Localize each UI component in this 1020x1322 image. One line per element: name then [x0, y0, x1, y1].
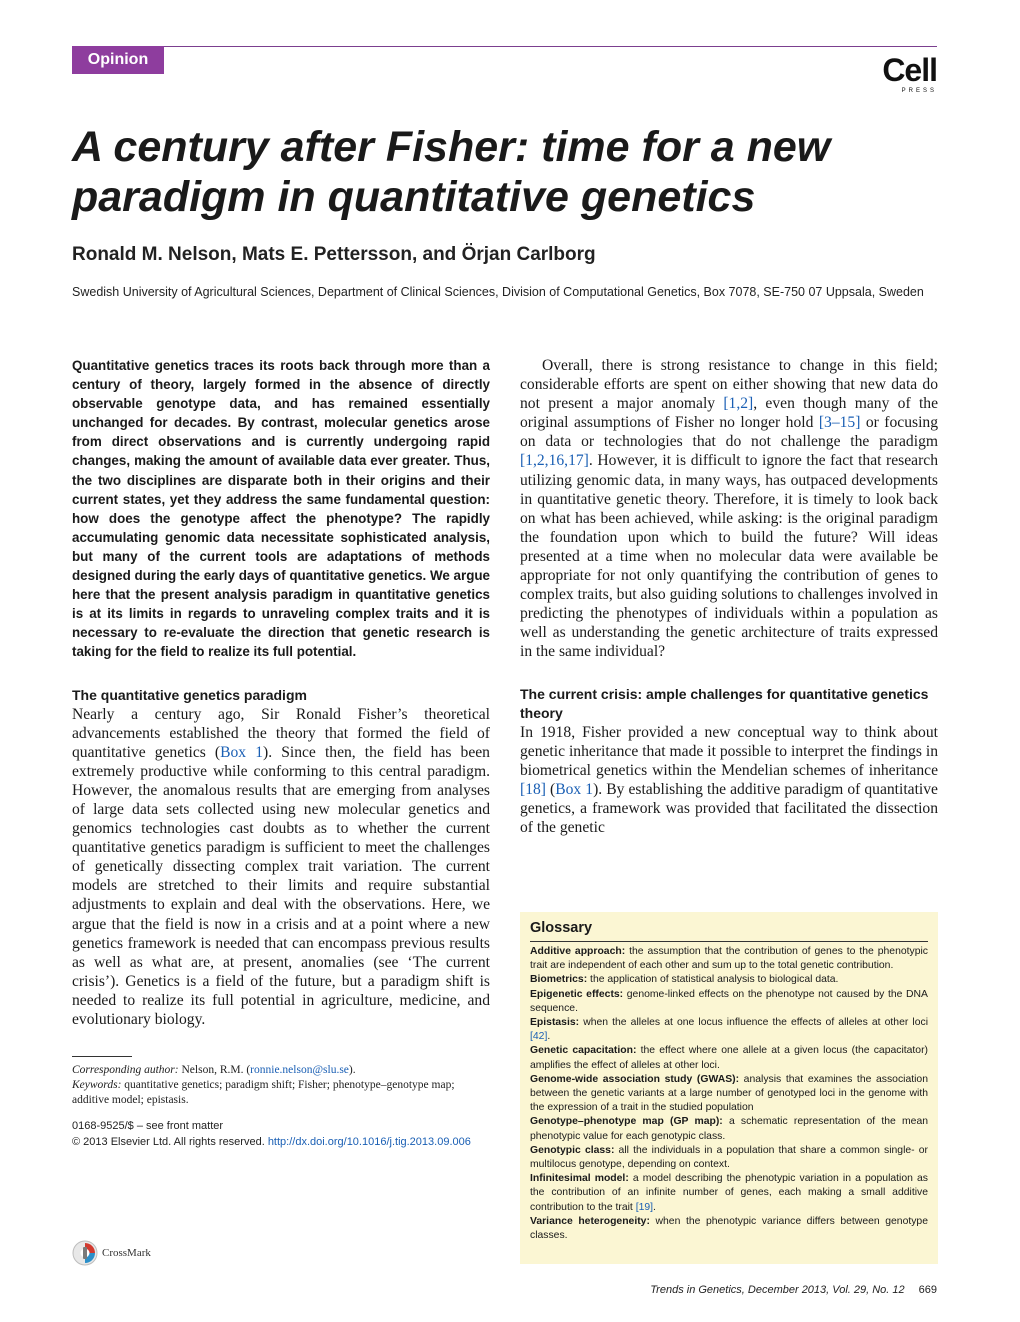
abstract: Quantitative genetics traces its roots back through more than a century of theory, largely formed in the absence of directly observable genotype data, and has remained essentially unchanged for decades. By contrast, molecular genetics arose from direct observations and is currently undergoing rapid changes, making the amount of available data ever greater. Thus, the two disciplines are disparate both in their origins and their current states, yet they address the same fundamental question: how does the genotype affect the phenotype? The rapidly accumulating genomic data necessitate sophisticated analysis, but many of the current tools are adaptations of methods designed during the early days of quantitative genetics. We argue here that the present analysis paradigm in quantitative genetics is at its limits in regards to unraveling complex traits and it is necessary to re-evaluate the direction that genetic research is taking for the field to realize its full potential.: [72, 358, 490, 660]
section-paragraph: [520, 723, 938, 838]
page-number: 669: [918, 1284, 937, 1296]
publisher-logo-sub: PRESS: [901, 88, 937, 94]
box1-link[interactable]: Box 1: [555, 780, 594, 798]
article-title: A century after Fisher: time for a new paradigm in quantitative genetics: [72, 123, 831, 221]
page-footer: [650, 1284, 937, 1296]
glossary-entry: [530, 1144, 928, 1172]
paragraph-text: . However, it is difficult to ignore the fact that research utilizing genomic data, in many ways, has outpaced developments in quantitative genetic theory. Therefore, it is timely to look back on what has been achieved, while asking: is the original paradigm the foundation upon which to build the future? Will ideas presented at a time when no molecular data were available be appropriate for not only quantifying the contribution of genes to complex traits, but also guiding solutions to challenges involved in predicting the phenotypes of individuals within a population as well as understanding the genetic architecture of traits expressed in the same individual?: [520, 452, 938, 661]
glossary-definition: the effect where one allele at a given locus (the capacitator) amplifies the effect of alleles at other loci.: [530, 1045, 929, 1071]
crossmark-label: CrossMark: [102, 1247, 151, 1259]
glossary-term: Epigenetic effects:: [530, 988, 624, 1000]
footnote-rule: [72, 1056, 132, 1057]
ref-link[interactable]: [1,2]: [723, 395, 754, 413]
glossary-entry: [530, 1073, 928, 1116]
glossary-definition: .: [653, 1201, 656, 1213]
intro-paragraph: [520, 356, 938, 662]
footnote-label: Keywords:: [72, 1079, 122, 1092]
paragraph-text: , even though many of the original assumptions of Fisher no longer hold: [520, 395, 938, 432]
crossmark-badge[interactable]: [72, 1240, 151, 1266]
ref-link[interactable]: [19]: [635, 1201, 654, 1213]
glossary-definition: genome-linked effects on the phenotype not caused by the DNA sequence.: [530, 988, 928, 1014]
publisher-logo: [879, 53, 937, 95]
box1-link[interactable]: Box 1: [220, 743, 264, 761]
paragraph-text: In 1918, Fisher provided a new conceptual way to think about genetic inheritance that made it possible to interpret the findings in biometrical genetics within the Mendelian schemes of inheritance: [520, 723, 938, 779]
glossary-rule: [530, 941, 928, 942]
glossary-definition: when the alleles at one locus influence the effects of alleles at other loci: [579, 1017, 928, 1029]
glossary-definition: a model describing the phenotypic variation in a population as the contribution of an infinite number of genes, each making a small additive contribution to the trait: [530, 1173, 928, 1213]
glossary-definition: a schematic representation of the mean phenotypic value for each genotypic class.: [530, 1116, 928, 1142]
glossary-entry: [530, 988, 928, 1016]
section-paragraph: [72, 705, 490, 1030]
glossary-entry: [530, 973, 928, 987]
glossary-definition: analysis that examines the association between the genetic variants at a large number of genotyped loci in the genome with the expression of a trait in the studied population: [530, 1073, 928, 1114]
glossary-term: Biometrics:: [530, 974, 588, 986]
glossary-entry: [530, 1115, 928, 1143]
paragraph-text: or focusing on data or technologies that do not challenge the paradigm: [520, 414, 938, 451]
glossary-entries: [530, 945, 928, 1243]
doi-link[interactable]: http://dx.doi.org/10.1016/j.tig.2013.09.006: [267, 1136, 471, 1149]
glossary-definition: all the individuals in a population that share a common single- or multilocus genotype, depending on context.: [530, 1144, 928, 1171]
paragraph-text: ). By establishing the additive paradigm of quantitative genetics, a framework was provided that facilitated the dissection of the genetic: [520, 780, 938, 836]
ref-link[interactable]: [42]: [530, 1031, 548, 1043]
glossary-entry: [530, 1044, 928, 1072]
glossary-definition: .: [547, 1031, 551, 1043]
left-column: [72, 356, 490, 1150]
glossary-term: Genotype–phenotype map (GP map):: [530, 1116, 723, 1128]
footnote-label: Corresponding author:: [72, 1064, 179, 1077]
glossary-term: Epistasis:: [530, 1017, 580, 1029]
footnote-text: Nelson, R.M. (: [178, 1064, 251, 1077]
corresponding-author: [72, 1063, 490, 1078]
paragraph-text: (: [545, 780, 556, 798]
affiliation: Swedish University of Agricultural Sciences, Department of Clinical Sciences, Division of Computational Genetics, Box 7078, SE-750 07 Uppsala, Sweden: [72, 285, 924, 299]
crossmark-icon: [72, 1240, 98, 1266]
keywords: [72, 1078, 490, 1108]
copyright-text: © 2013 Elsevier Ltd. All rights reserved.: [72, 1136, 268, 1149]
glossary-entry: [530, 1172, 928, 1215]
ref-link[interactable]: [1,2,16,17]: [520, 452, 589, 470]
author-list: Ronald M. Nelson, Mats E. Pettersson, and Örjan Carlborg: [72, 244, 596, 265]
publisher-logo-word: Cell: [882, 52, 937, 88]
ref-link[interactable]: [3–15]: [818, 414, 861, 432]
section-heading-paradigm: The quantitative genetics paradigm: [72, 686, 307, 703]
ref-link[interactable]: [18]: [520, 780, 546, 798]
glossary-box: [520, 912, 938, 1264]
glossary-entry: [530, 1016, 928, 1044]
glossary-entry: [530, 945, 928, 973]
glossary-definition: the assumption that the contribution of genes to the phenotypic trait are independent of each other and sum up to the total genetic contribution.: [530, 946, 928, 972]
footnote-text: ).: [348, 1064, 356, 1077]
paragraph-text: Overall, there is strong resistance to change in this field; considerable efforts are spent on either showing that new data do not present a major anomaly: [520, 357, 938, 413]
glossary-term: Genotypic class:: [530, 1144, 615, 1156]
journal-citation: Trends in Genetics, December 2013, Vol. 29, No. 12: [650, 1284, 905, 1296]
glossary-title: Glossary: [530, 920, 593, 936]
issn-line: 0168-9525/$ – see front matter: [72, 1120, 224, 1133]
glossary-definition: when the phenotypic variance differs between genotype classes.: [530, 1215, 928, 1242]
glossary-term: Infinitesimal model:: [530, 1173, 629, 1185]
paragraph-text: Nearly a century ago, Sir Ronald Fisher’s theoretical advancements established the theory that formed the field of quantitative genetics (: [72, 705, 490, 761]
section-heading-crisis: The current crisis: ample challenges for quantitative genetics theory: [520, 685, 929, 721]
glossary-definition: the application of statistical analysis to biological data.: [587, 974, 839, 986]
footnote-text: quantitative genetics; paradigm shift; Fisher; phenotype–genotype map; additive model; epistasis.: [72, 1079, 455, 1107]
section-tag: Opinion: [72, 46, 164, 74]
copyright-line: [72, 1134, 490, 1150]
glossary-term: Variance heterogeneity:: [530, 1215, 650, 1227]
glossary-entry: [530, 1215, 928, 1243]
paragraph-text: ). Since then, the field has been extremely productive while conforming to this central paradigm. However, the anomalous results that are emerging from analyses of large data sets collected using new molecular genetics and genomics technologies cast doubts as to whether the current quantitative genetics paradigm is sufficient to meet the challenges of genetically dissecting complex trait variation. The current models are stretched to their limits and require substantial adjustments to explain and deal with the observations. Here, we argue that the field is now in a crisis and at a point where a new genetics framework is needed that can encompass previous results as well as what are, at present, anomalies (see ‘The current crisis’). Genetics is a field of the future, but a paradigm shift is needed to realize its full potential in agriculture, medicine, and evolutionary biology.: [72, 743, 490, 1028]
author-email-link[interactable]: ronnie.nelson@slu.se: [250, 1064, 349, 1077]
header-rule: [72, 46, 937, 47]
glossary-term: Genome-wide association study (GWAS):: [530, 1073, 740, 1085]
glossary-term: Genetic capacitation:: [530, 1045, 637, 1057]
glossary-term: Additive approach:: [530, 946, 626, 957]
right-column: [520, 356, 938, 837]
